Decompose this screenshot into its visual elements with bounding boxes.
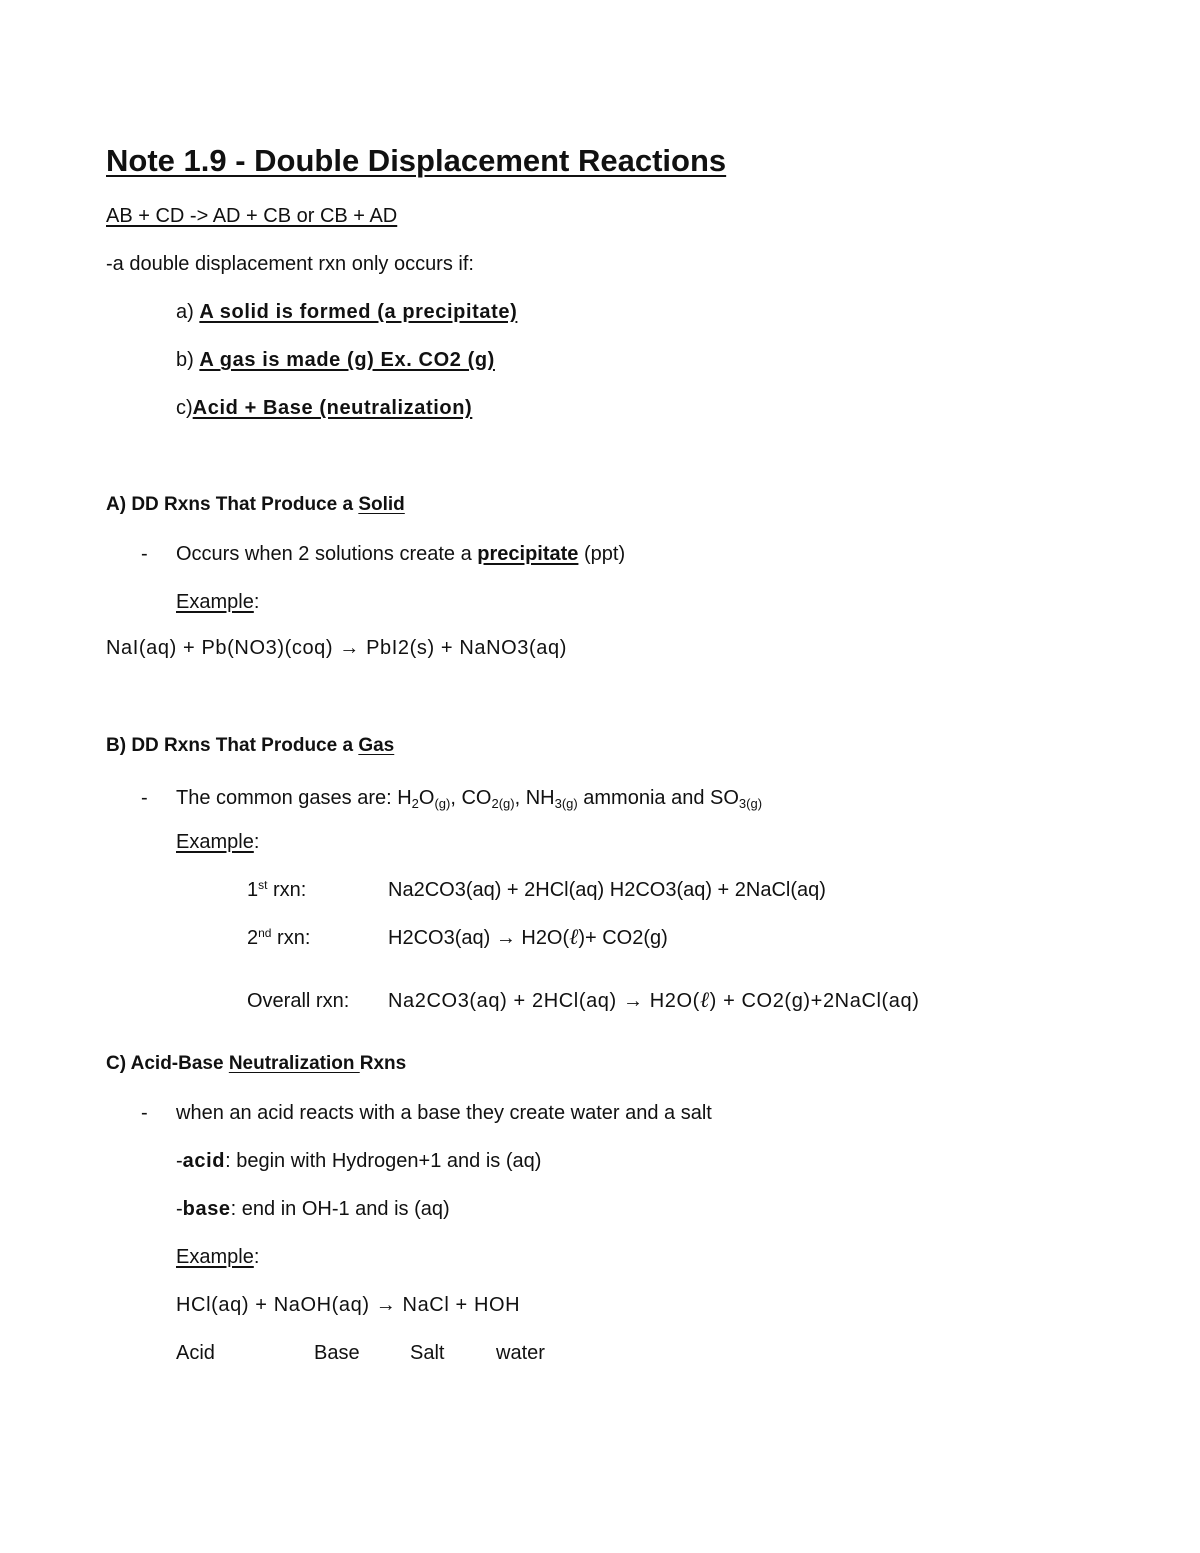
acid-dash: - [176, 1150, 183, 1172]
nh3-state: (g) [561, 796, 578, 811]
section-b-example [176, 830, 259, 854]
condition-a-prefix: a) [176, 301, 200, 323]
section-c-heading-keyword: Neutralization [228, 1053, 360, 1074]
section-a-example-colon: : [253, 591, 260, 613]
section-c-bullet-dash: - [141, 1102, 148, 1124]
rxn2-label-text: rxn: [271, 927, 311, 949]
condition-b [176, 348, 495, 372]
section-a-heading [106, 493, 405, 517]
section-a-heading-keyword: Solid [358, 494, 405, 515]
section-b-bullet-dash: - [141, 787, 148, 809]
h2o-sub: 2 [411, 796, 419, 811]
section-a-bullet-keyword: precipitate [477, 543, 579, 565]
section-a-equation: NaI(aq) + Pb(NO3)(coq) → PbI2(s) + NaNO3(aq) [106, 637, 567, 659]
co2-sub: 2 [491, 796, 499, 811]
h2o-o: O [418, 787, 435, 809]
rxn2-sup: nd [258, 926, 272, 940]
condition-c [176, 396, 472, 420]
h2o-state: (g) [434, 796, 451, 811]
overall-eq-pre: Na2CO3(aq) + 2HCl(aq) → H2O( [388, 990, 700, 1012]
condition-c-text: Acid + Base (neutralization) [192, 397, 473, 419]
section-a-bullet [176, 542, 625, 566]
rxn2-eq-post: )+ CO2(g) [578, 927, 668, 949]
section-b-heading-keyword: Gas [358, 735, 395, 756]
overall-liquid-symbol: ℓ [699, 988, 710, 1013]
so3-state: (g) [746, 796, 763, 811]
label-salt: Salt [410, 1342, 445, 1364]
section-c-heading [106, 1052, 406, 1076]
section-a-example [176, 590, 259, 614]
label-water: water [496, 1342, 545, 1364]
section-c-heading-prefix: C) Acid-Base [106, 1053, 229, 1074]
section-a-bullet-dash: - [141, 543, 148, 565]
overall-label: Overall rxn: [247, 990, 350, 1012]
general-equation: AB + CD -> AD + CB or CB + AD [106, 205, 398, 227]
overall-equation [388, 989, 920, 1013]
condition-b-text: A gas is made (g) Ex. CO2 (g) [199, 349, 495, 371]
rxn1-equation: Na2CO3(aq) + 2HCl(aq) H2CO3(aq) + 2NaCl(aq) [388, 879, 826, 901]
condition-intro: -a double displacement rxn only occurs if: [106, 253, 474, 275]
nh3-sub: 3 [554, 796, 562, 811]
gases-intro: The common gases are: H [176, 787, 412, 809]
base-term: base [182, 1198, 231, 1220]
section-a-bullet-pre: Occurs when 2 solutions create a [176, 543, 478, 565]
condition-a-text: A solid is formed (a precipitate) [199, 301, 518, 323]
condition-c-prefix: c) [176, 397, 193, 419]
section-c-example-label: Example [176, 1246, 254, 1268]
label-base: Base [314, 1342, 360, 1364]
section-c-example [176, 1245, 259, 1269]
section-a-bullet-post: (ppt) [578, 543, 626, 565]
section-a-heading-prefix: A) DD Rxns That Produce a [106, 494, 359, 515]
section-c-equation: HCl(aq) + NaOH(aq) → NaCl + HOH [176, 1294, 521, 1316]
rxn1-sup: st [258, 878, 268, 892]
section-b-example-label: Example [176, 831, 254, 853]
so3-sub: 3 [738, 796, 747, 811]
rxn2-label [247, 926, 310, 950]
rxn2-eq-pre: H2CO3(aq) → H2O( [388, 927, 570, 949]
section-b-example-colon: : [253, 831, 260, 853]
gas-sep-3: ammonia and SO [577, 787, 739, 809]
base-def: : end in OH-1 and is (aq) [230, 1198, 450, 1220]
gas-sep-1: , CO [450, 787, 492, 809]
section-b-gases [176, 786, 762, 810]
liquid-symbol: ℓ [569, 925, 579, 950]
section-c-heading-suffix: Rxns [359, 1053, 407, 1074]
overall-eq-post: ) + CO2(g)+2NaCl(aq) [709, 990, 920, 1012]
label-acid: Acid [176, 1342, 215, 1364]
section-c-example-colon: : [253, 1246, 260, 1268]
page-title: Note 1.9 - Double Displacement Reactions [106, 143, 727, 178]
rxn1-label [247, 878, 306, 902]
condition-b-prefix: b) [176, 349, 200, 371]
section-a-example-label: Example [176, 591, 254, 613]
rxn1-label-text: rxn: [267, 879, 307, 901]
rxn1-num: 1 [247, 879, 259, 901]
acid-def: : begin with Hydrogen+1 and is (aq) [225, 1150, 542, 1172]
acid-term: acid [182, 1150, 226, 1172]
gas-sep-2: , NH [514, 787, 555, 809]
rxn2-num: 2 [247, 927, 259, 949]
rxn2-equation [388, 926, 668, 950]
acid-definition [176, 1149, 541, 1173]
section-c-bullet: when an acid reacts with a base they create water and a salt [176, 1102, 712, 1124]
base-dash: - [176, 1198, 183, 1220]
condition-a [176, 300, 517, 324]
co2-state: (g) [498, 796, 515, 811]
section-b-heading [106, 734, 394, 758]
base-definition [176, 1197, 450, 1221]
section-b-heading-prefix: B) DD Rxns That Produce a [106, 735, 359, 756]
